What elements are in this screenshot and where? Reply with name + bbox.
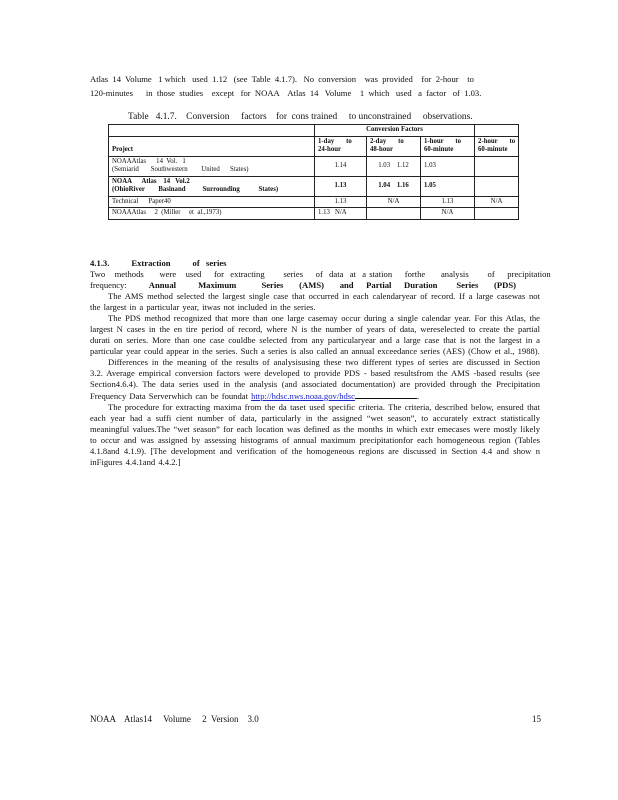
col-header-2hour: 2-hour to 60-minute <box>475 136 519 156</box>
row-value: 1.14 <box>315 156 367 176</box>
table-row <box>109 156 519 176</box>
row-value <box>475 156 519 176</box>
row-value: 1.13 <box>315 176 367 196</box>
row-value: N/A <box>475 196 519 208</box>
hdsc-link[interactable]: http://hdsc.nws.noaa.gov/hdsc <box>251 391 355 401</box>
section-intro-line-1: Two methods were used for extracting series of data at a station forthe analysis of precipitation <box>90 269 551 279</box>
page-number: 15 <box>532 714 541 724</box>
pds-paragraph: The PDS method recognized that more than one large casemay occur during a single calendar year. For this Atlas, the largest N cases in the en tire period of record, where N is the number of years of data, wereselected to create the partial durati on series. More than one case couldbe selected from any particularyear and a large case that is not the largest in a particular year could appear in the series. Such a series is also called an annual exceedance series (AES) (Chow et al., 1988). <box>90 313 540 356</box>
row-project: Technical Paper40 <box>109 196 315 208</box>
section-intro-line-2 <box>90 280 540 291</box>
col-header-1hour: 1-hour to 60-minute <box>421 136 475 156</box>
row-value: 1.05 <box>421 176 475 196</box>
series-types: Annual Maximum Series (AMS) and Partial Duration Series (PDS) <box>148 280 517 290</box>
row-value: 1.04 1.16 <box>367 176 421 196</box>
section-body <box>90 258 551 468</box>
project-header: Project <box>109 136 315 156</box>
intro-line-2: 120-minutes in those studies except for NOAA Atlas 14 Volume 1 which used a factor of 1.03. <box>90 88 482 98</box>
row-value: 1.13 <box>315 196 367 208</box>
differences-text: Differences in the meaning of the results of analysisusing these two different types of series are discussed in Section 3.2. Average empirical conversion factors were developed to provide PDS - based resultsfrom the AMS -based results (see Section4.6.4). The data series used in the analysis (and associated documentation) are provided through the Precipitation Frequency Data Serverwhich can be foundat <box>90 357 540 401</box>
row-value: N/A <box>421 208 475 220</box>
footer-title: NOAA Atlas14 Volume 2 Version 3.0 <box>90 714 259 724</box>
table-row <box>109 208 519 220</box>
row-project: NOAA Atlas 14 Vol.2 (OhioRiver Basinand Surrounding States) <box>109 176 315 196</box>
row-value <box>367 208 421 220</box>
row-project: NOAAAtlas 14 Vol. 1 (Semiarid Southwestern United States) <box>109 156 315 176</box>
ams-paragraph: The AMS method selected the largest single case that occurred in each calendaryear of record. If a large casewas not the largest in a particular year, itwas not included in the series. <box>90 291 540 312</box>
row-value <box>475 208 519 220</box>
underline-rule <box>355 390 417 399</box>
row-value: 1.03 1.12 <box>367 156 421 176</box>
table-caption: Table 4.1.7. Conversion factors for cons trained to unconstrained observations. <box>128 112 473 122</box>
intro-line-1: Atlas 14 Volume 1 which used 1.12 (see Table 4.1.7). No conversion was provided for 2-hour to <box>90 74 474 84</box>
conversion-factors-table <box>108 124 519 220</box>
col-header-1day: 1-day to 24-hour <box>315 136 367 156</box>
differences-paragraph: Differences in the meaning of the results of analysisusing these two different types of series are discussed in Section 3.2. Average empirical conversion factors were developed to provide PDS - based resultsfrom the AMS -based results (see Section4.6.4). The data series used in the analysis (and associated documentation) are provided through the Precipitation Frequency Data Serverwhich can be foundat http://hdsc.nws.noaa.gov/hdsc . <box>90 357 540 401</box>
col-header-2day: 2-day to 48-hour <box>367 136 421 156</box>
table-group-header-row <box>109 125 519 137</box>
row-value: 1.13 N/A <box>315 208 367 220</box>
row-value <box>475 176 519 196</box>
table-row <box>109 196 519 208</box>
procedure-paragraph: The procedure for extracting maxima from the da taset used specific criteria. The criteria, described below, ensured that each year had a suffi cient number of data, particularly in the assigned “wet season”, to accurately extract statistically meaningful values.The “wet season” for each location was defined as the months in which extr emecases were mostly likely to occur and was assigned by assessing histograms of annual maximum precipitationfor each homogeneous region (Tables 4.1.8and 4.1.9). [The development and verification of the homogeneous regions are discussed in Section 4.4 and show n inFigures 4.4.1and 4.4.2.] <box>90 402 540 467</box>
row-project: NOAAAtlas 2 (Miller et al.,1973) <box>109 208 315 220</box>
row-value: 1.03 <box>421 156 475 176</box>
section-heading: 4.1.3. Extraction of series <box>90 258 227 268</box>
table-row <box>109 176 519 196</box>
frequency-label: frequency: <box>90 280 127 290</box>
row-value: N/A <box>367 196 421 208</box>
table-column-header-row <box>109 136 519 156</box>
row-value: 1.13 <box>421 196 475 208</box>
conversion-factors-header: Conversion Factors <box>315 125 475 137</box>
